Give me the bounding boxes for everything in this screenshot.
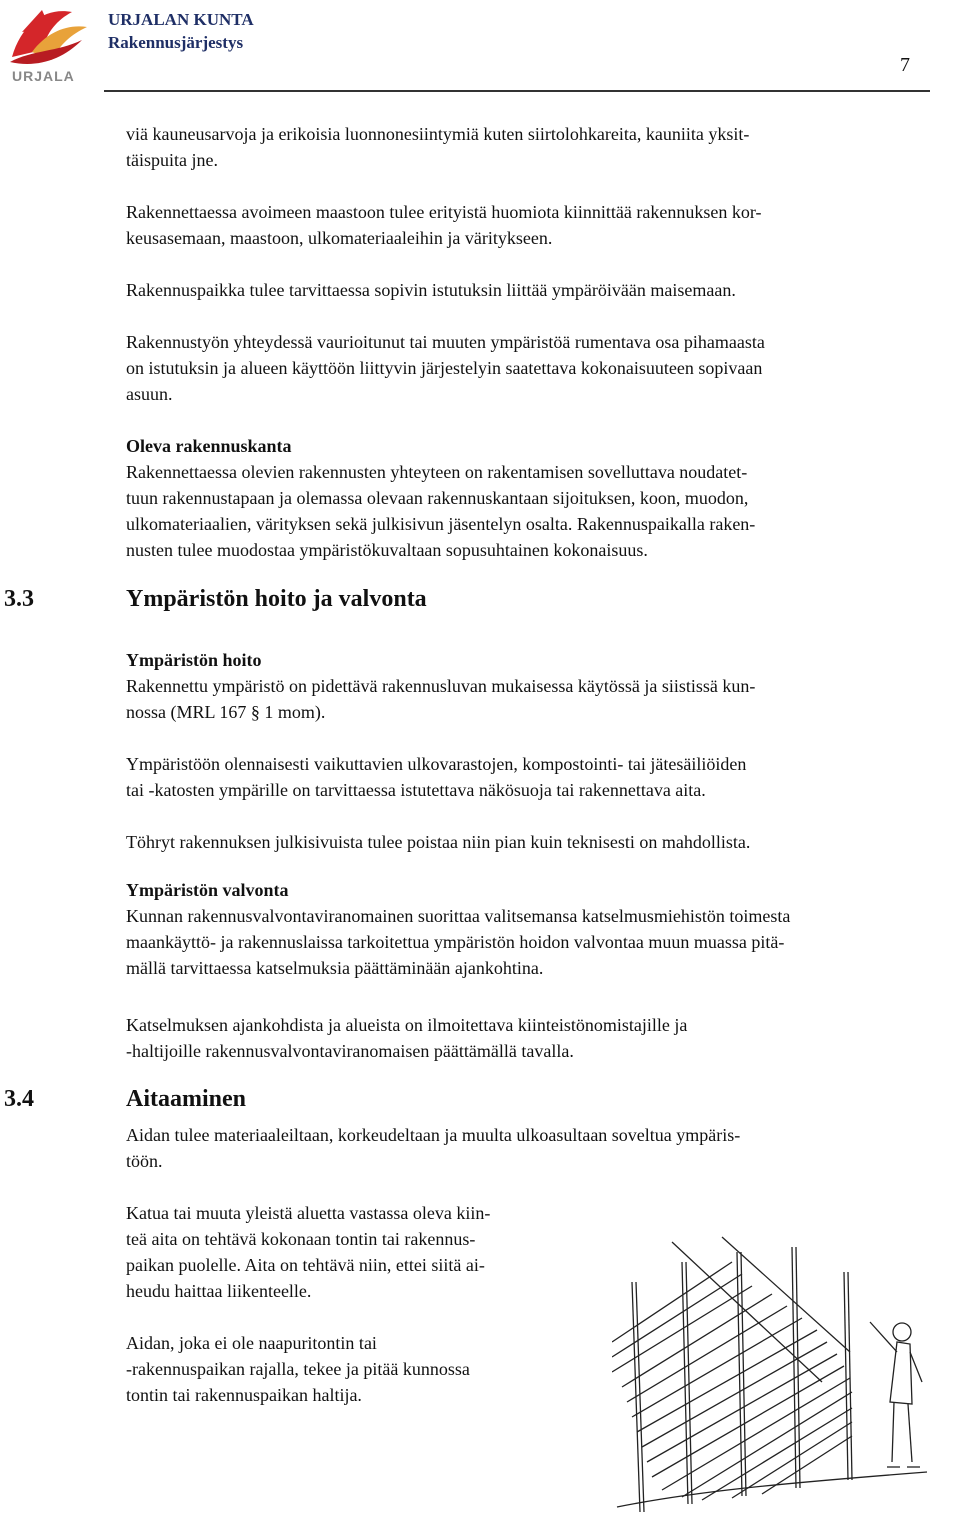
text-line: nossa (MRL 167 § 1 mom). [126,702,326,722]
section-number: 3.3 [4,586,34,612]
text-line: nusten tulee muodostaa ympäristökuvaltaan sopusuhtainen kokonaisuus. [126,540,648,560]
subheading-existing-buildings: Oleva rakennuskanta [126,436,292,456]
text-line: teä aita on tehtävä kokonaan tontin tai rakennus- [126,1229,476,1249]
text-line: maankäyttö- ja rakennuslaissa tarkoitettua ympäristön hoidon valvontaa muun muassa pitä- [126,932,785,952]
logo-text: URJALA [12,68,75,84]
paragraph-fence-maintenance [126,1330,596,1408]
paragraph-damaged-yard [126,329,926,407]
paragraph-fence-appearance [126,1122,926,1174]
text-line: Rakennuspaikka tulee tarvittaessa sopivin istutuksin liittää ympäröivään maisemaan. [126,280,736,300]
text-line: Rakennustyön yhteydessä vaurioitunut tai muuten ympäristöä rumentava osa pihamaasta [126,332,765,352]
text-line: töön. [126,1151,163,1171]
text-line: tontin tai rakennuspaikan haltija. [126,1385,362,1405]
text-line: Aidan tulee materiaaleiltaan, korkeudeltaan ja muulta ulkoasultaan soveltua ympäris- [126,1125,741,1145]
section-heading-3-3 [4,586,704,618]
paragraph-existing-buildings [126,433,926,563]
text-line: Aidan, joka ei ole naapuritontin tai [126,1333,377,1353]
paragraph-fence-placement [126,1200,596,1304]
paragraph-landscape-values [126,121,926,173]
text-line: Kunnan rakennusvalvontaviranomainen suorittaa valitsemansa katselmusmiehistön toimesta [126,906,791,926]
subheading-environment-care: Ympäristön hoito [126,650,262,670]
paragraph-open-terrain [126,199,926,251]
paragraph-plantings [126,277,926,303]
text-line: heudu haittaa liikenteelle. [126,1281,312,1301]
subheading-environment-supervision: Ympäristön valvonta [126,880,289,900]
organization-name: URJALAN KUNTA [108,10,254,29]
text-line: keusasemaan, maastoon, ulkomateriaaleihin ja väritykseen. [126,228,553,248]
text-line: Rakennettaessa olevien rakennusten yhteyteen on rakentamisen sovelluttava noudatet- [126,462,748,482]
text-line: mällä tarvittaessa katselmuksia päättäminään ajankohtina. [126,958,544,978]
text-line: -haltijoille rakennusvalvontaviranomaisen päättämällä tavalla. [126,1041,574,1061]
text-line: viä kauneusarvoja ja erikoisia luonnonesiintymiä kuten siirtolohkareita, kauniita yksit- [126,124,750,144]
text-line: on istutuksin ja alueen käyttöön liittyvin järjestelyin saatettava kokonaisuuteen sopivaan [126,358,763,378]
text-line: asuun. [126,384,173,404]
paragraph-environment-care [126,647,926,725]
text-line: täispuita jne. [126,150,218,170]
paragraph-environment-supervision [126,877,960,981]
text-line: Ympäristöön olennaisesti vaikuttavien ulkovarastojen, kompostointi- tai jätesäiliöiden [126,754,747,774]
text-line: ulkomateriaalien, värityksen sekä julkisivun jäsentelyn osalta. Rakennuspaikalla raken- [126,514,756,534]
text-line: paikan puolelle. Aita on tehtävä niin, ettei siitä ai- [126,1255,485,1275]
text-line: Katua tai muuta yleistä aluetta vastassa oleva kiin- [126,1203,491,1223]
paragraph-graffiti [126,829,926,855]
text-line: -rakennuspaikan rajalla, tekee ja pitää kunnossa [126,1359,470,1379]
page-header [0,0,960,100]
text-line: Rakennettu ympäristö on pidettävä rakennusluvan mukaisessa käytössä ja siistissä kun- [126,676,756,696]
paragraph-storage-screening [126,751,926,803]
section-title: Ympäristön hoito ja valvonta [126,586,427,612]
text-line: Rakennettaessa avoimeen maastoon tulee erityistä huomiota kiinnittää rakennuksen kor- [126,202,762,222]
paragraph-inspection-notice [126,1012,926,1064]
text-line: tai -katosten ympärille on tarvittaessa istutettava näkösuoja tai rakennettava aita. [126,780,706,800]
section-title: Aitaaminen [126,1086,246,1112]
section-number: 3.4 [4,1086,34,1112]
text-line: tuun rakennustapaan ja olemassa olevaan rakennuskantaan sijoituksen, koon, muodon, [126,488,749,508]
text-line: Katselmuksen ajankohdista ja alueista on ilmoitettava kiinteistönomistajille ja [126,1015,688,1035]
text-line: Töhryt rakennuksen julkisivuista tulee poistaa niin pian kuin teknisesti on mahdollista. [126,832,751,852]
section-heading-3-4 [4,1086,704,1118]
header-divider [104,90,930,92]
document-title: Rakennusjärjestys [108,33,244,52]
page-number: 7 [900,54,910,76]
fence-illustration [612,1222,932,1522]
